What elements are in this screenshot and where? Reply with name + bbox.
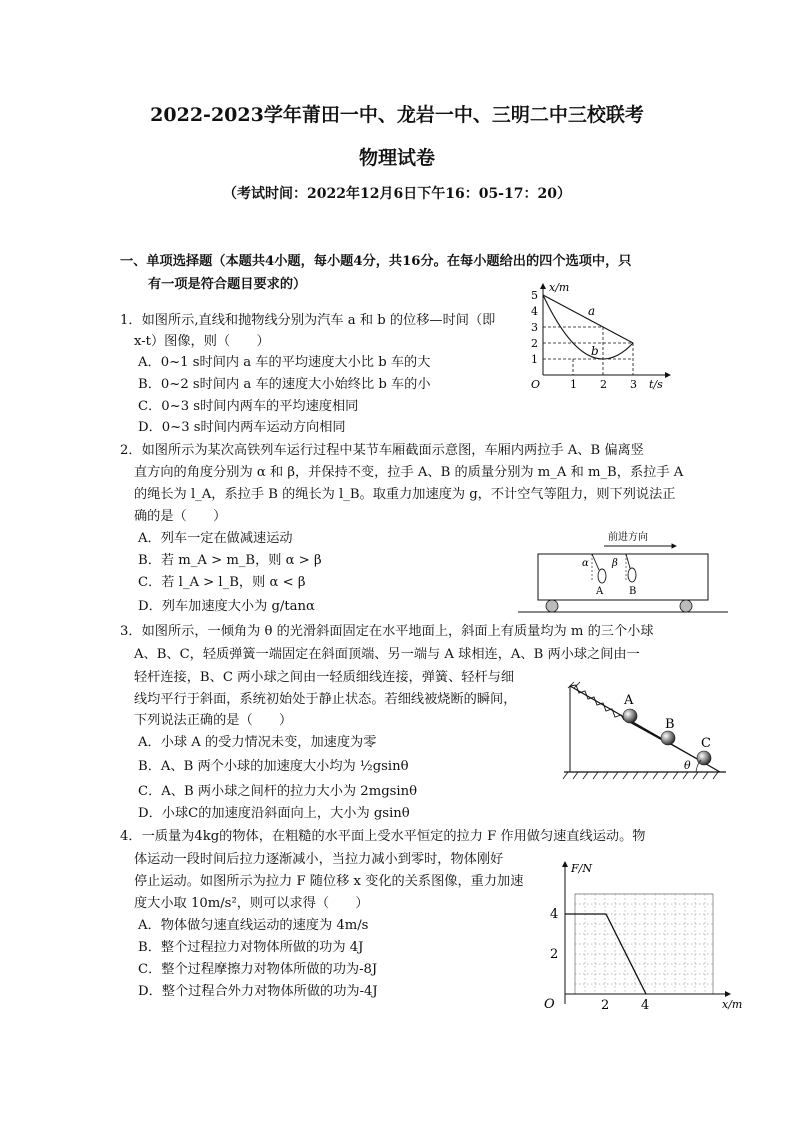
q2-option-c: C．若 l_A > l_B，则 α < β: [138, 575, 306, 590]
q2-stem-line2: 直方向的角度分别为 α 和 β，并保持不变，拉手 A、B 的质量分别为 m_A 和 m_B，系拉手 A: [134, 465, 684, 480]
q1-stem-line2: x-t）图像，则（ ）: [134, 334, 270, 349]
section-heading-line1: 一、单项选择题（本题共4小题，每小题4分，共16分。在每小题给出的四个选项中，只: [120, 254, 632, 269]
q3-stem-line2: A、B、C，轻质弹簧一端固定在斜面顶端、另一端与 A 球相连，A、B 两小球之间由一: [134, 647, 640, 662]
q1-ytick-1: 2: [531, 337, 538, 350]
q2-label-a: A: [596, 586, 604, 597]
q2-train-figure: [516, 528, 730, 620]
q1-stem-line1: 1．如图所示,直线和抛物线分别为汽车 a 和 b 的位移—时间（即: [120, 313, 496, 328]
q3-label-c: C: [701, 736, 711, 751]
q3-ball-a: [623, 709, 637, 723]
q2-wheel-right: [680, 600, 692, 612]
q2-stem-line4: 确的是（ ）: [134, 509, 227, 524]
q4-stem-line2: 体运动一段时间后拉力逐渐减小，当拉力减小到零时，物体刚好: [134, 852, 504, 867]
q3-stem-line4: 线均平行于斜面，系统初始处于静止状态。若细线被烧断的瞬间，: [134, 692, 517, 707]
q1-ytick-0: 1: [531, 353, 538, 366]
q2-alpha: α: [582, 558, 589, 569]
q3-stem-line3: 轻杆连接，B、C 两小球之间由一轻质细线连接，弹簧、轻杆与细: [134, 670, 515, 685]
q3-option-d: D．小球C的加速度沿斜面向上，大小为 gsinθ: [138, 806, 410, 821]
q4-stem-line4: 度大小取 10m/s²，则可以求得（ ）: [134, 896, 369, 911]
q3-ball-b: [661, 731, 675, 745]
q4-origin: O: [544, 997, 555, 1012]
q1-x-label: t/s: [649, 378, 663, 391]
exam-subtitle: 物理试卷: [358, 147, 435, 169]
q3-label-a: A: [624, 693, 634, 708]
q1-option-c: C．0~3 s时间内两车的平均速度相同: [138, 399, 359, 414]
q3-spring: [570, 685, 624, 720]
q1-option-d: D．0~3 s时间内两车运动方向相同: [138, 420, 346, 435]
q4-y-label: F/N: [571, 862, 592, 875]
q4-x-label: x/m: [722, 998, 743, 1011]
q4-force-line: [565, 914, 646, 994]
q1-label-a: a: [588, 304, 596, 318]
q2-beta: β: [612, 558, 618, 569]
q1-xtick-1: 2: [600, 378, 607, 391]
q2-label-b: B: [629, 586, 637, 597]
q4-option-c: C．整个过程摩擦力对物体所做的功为-8J: [138, 962, 378, 977]
q2-option-a: A．列车一定在做减速运动: [138, 531, 293, 546]
q2-wheel-left: [546, 600, 558, 612]
q4-stem-line3: 停止运动。如图所示为拉力 F 随位移 x 变化的关系图像，重力加速: [134, 874, 524, 889]
q4-ytick-4: 4: [550, 907, 559, 922]
q4-fx-graph: [540, 856, 743, 1016]
q4-ytick-2: 2: [550, 947, 559, 962]
q2-carriage: [538, 554, 708, 600]
section-heading-line2: 有一项是符合题目要求的）: [148, 277, 307, 292]
q4-option-d: D．整个过程合外力对物体所做的功为-4J: [138, 984, 378, 999]
q1-xtick-2: 3: [630, 378, 637, 391]
q3-theta: θ: [684, 759, 691, 772]
q3-option-c: C．A、B 两小球之间杆的拉力大小为 2mgsinθ: [138, 784, 418, 799]
q2-option-d: D．列车加速度大小为 g/tanα: [138, 599, 315, 614]
q1-y-label: x/m: [549, 281, 570, 294]
exam-time: （考试时间：2022年12月6日下午16：05-17：20）: [223, 186, 571, 202]
q4-xtick-4: 4: [641, 998, 650, 1013]
q3-incline-figure: [558, 672, 730, 782]
q3-stem-line1: 3．如图所示，一倾角为 θ 的光滑斜面固定在水平地面上，斜面上有质量均为 m 的三个小球: [120, 624, 654, 639]
q2-option-b: B．若 m_A > m_B，则 α > β: [138, 553, 322, 568]
q1-option-a: A．0~1 s时间内 a 车的平均速度大小比 b 车的大: [138, 355, 431, 370]
q1-ytick-4: 5: [531, 289, 538, 302]
q2-stem-line3: 的绳长为 l_A，系拉手 B 的绳长为 l_B。取重力加速度为 g，不计空气等阻力，则下列说法正: [134, 487, 676, 502]
q1-origin: O: [531, 378, 541, 391]
q4-option-a: A．物体做匀速直线运动的速度为 4m/s: [138, 918, 369, 933]
exam-title: 2022-2023学年莆田一中、龙岩一中、三明二中三校联考: [150, 104, 644, 126]
q2-handle-a: [598, 569, 606, 583]
q3-option-a: A．小球 A 的受力情况未变，加速度为零: [138, 735, 377, 750]
q1-ytick-2: 3: [531, 321, 538, 334]
q2-stem-line1: 2．如图所示为某次高铁列车运行过程中某节车厢截面示意图，车厢内两拉手 A、B 偏离竖: [120, 443, 644, 458]
q2-direction-label: 前进方向: [608, 532, 648, 543]
q4-option-b: B．整个过程拉力对物体所做的功为 4J: [138, 940, 364, 955]
q1-option-b: B．0~2 s时间内 a 车的速度大小始终比 b 车的小: [138, 377, 431, 392]
q1-line-a: [543, 295, 633, 343]
q1-ytick-3: 4: [531, 305, 538, 318]
q3-label-b: B: [665, 717, 675, 732]
q1-xt-graph: [525, 280, 675, 395]
q4-xtick-2: 2: [601, 998, 610, 1013]
q1-xtick-0: 1: [570, 378, 577, 391]
q2-handle-b: [628, 568, 636, 582]
q1-label-b: b: [591, 344, 599, 358]
q3-option-b: B．A、B 两个小球的加速度大小均为 ½gsinθ: [138, 759, 409, 774]
q4-stem-line1: 4．一质量为4kg的物体，在粗糙的水平面上受水平恒定的拉力 F 作用做匀速直线运动。物: [120, 829, 646, 844]
q3-stem-line5: 下列说法正确的是（ ）: [134, 713, 293, 728]
